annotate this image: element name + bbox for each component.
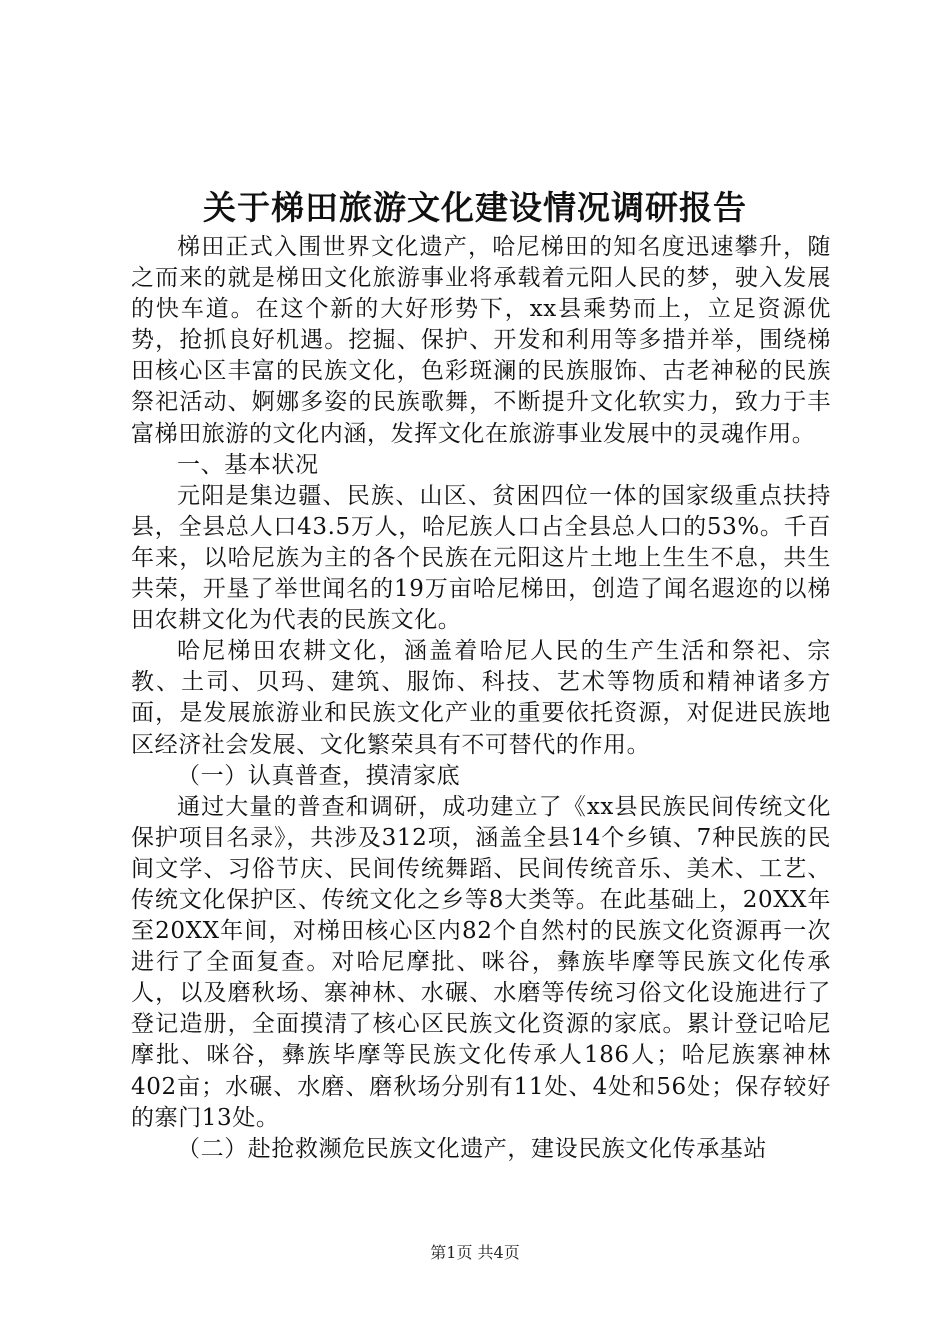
body-paragraph: 哈尼梯田农耕文化，涵盖着哈尼人民的生产生活和祭祀、宗教、土司、贝玛、建筑、服饰、科技、艺术等物质和精神诸多方面，是发展旅游业和民族文化产业的重要依托资源，对促进民族地区经济社会发展、文化繁荣具有不可替代的作用。 [131, 638, 831, 758]
body-paragraph: 元阳是集边疆、民族、山区、贫困四位一体的国家级重点扶持县，全县总人口43.5万人，哈尼族人口占全县总人口的53%。千百年来，以哈尼族为主的各个民族在元阳这片土地上生生不息，共生共荣，开垦了举世闻名的19万亩哈尼梯田，创造了闻名遐迩的以梯田农耕文化为代表的民族文化。 [131, 482, 831, 634]
document-body [131, 232, 831, 1165]
document-title: 关于梯田旅游文化建设情况调研报告 [203, 188, 747, 227]
body-paragraph: 通过大量的普查和调研，成功建立了《xx县民族民间传统文化保护项目名录》，共涉及312项，涵盖全县14个乡镇、7种民族的民间文学、习俗节庆、民间传统舞蹈、民间传统音乐、美术、工艺、传统文化保护区、传统文化之乡等8大类等。在此基础上，20XX年至20XX年间，对梯田核心区内82个自然村的民族文化资源再一次进行了全面复查。对哈尼摩批、咪谷，彝族毕摩等民族文化传承人，以及磨秋场、寨神林、水碾、水磨等传统习俗文化设施进行了登记造册，全面摸清了核心区民族文化资源的家底。累计登记哈尼摩批、咪谷，彝族毕摩等民族文化传承人186人；哈尼族寨神林402亩；水碾、水磨、磨秋场分别有11处、4处和56处；保存较好的寨门13处。 [131, 793, 831, 1131]
section-heading-basic-status: 一、基本状况 [177, 451, 319, 478]
subsection-heading-rescue: （二）赴抢救濒危民族文化遗产，建设民族文化传承基站 [177, 1135, 767, 1162]
intro-paragraph: 梯田正式入围世界文化遗产，哈尼梯田的知名度迅速攀升，随之而来的就是梯田文化旅游事业将承载着元阳人民的梦，驶入发展的快车道。在这个新的大好形势下，xx县乘势而上，立足资源优势，抢抓良好机遇。挖掘、保护、开发和利用等多措并举，围绕梯田核心区丰富的民族文化，色彩斑澜的民族服饰、古老神秘的民族祭祀活动、婀娜多姿的民族歌舞，不断提升文化软实力，致力于丰富梯田旅游的文化内涵，发挥文化在旅游事业发展中的灵魂作用。 [131, 234, 831, 447]
subsection-heading-survey: （一）认真普查，摸清家底 [177, 762, 461, 789]
page-footer: 第1页 共4页 [430, 1243, 520, 1262]
